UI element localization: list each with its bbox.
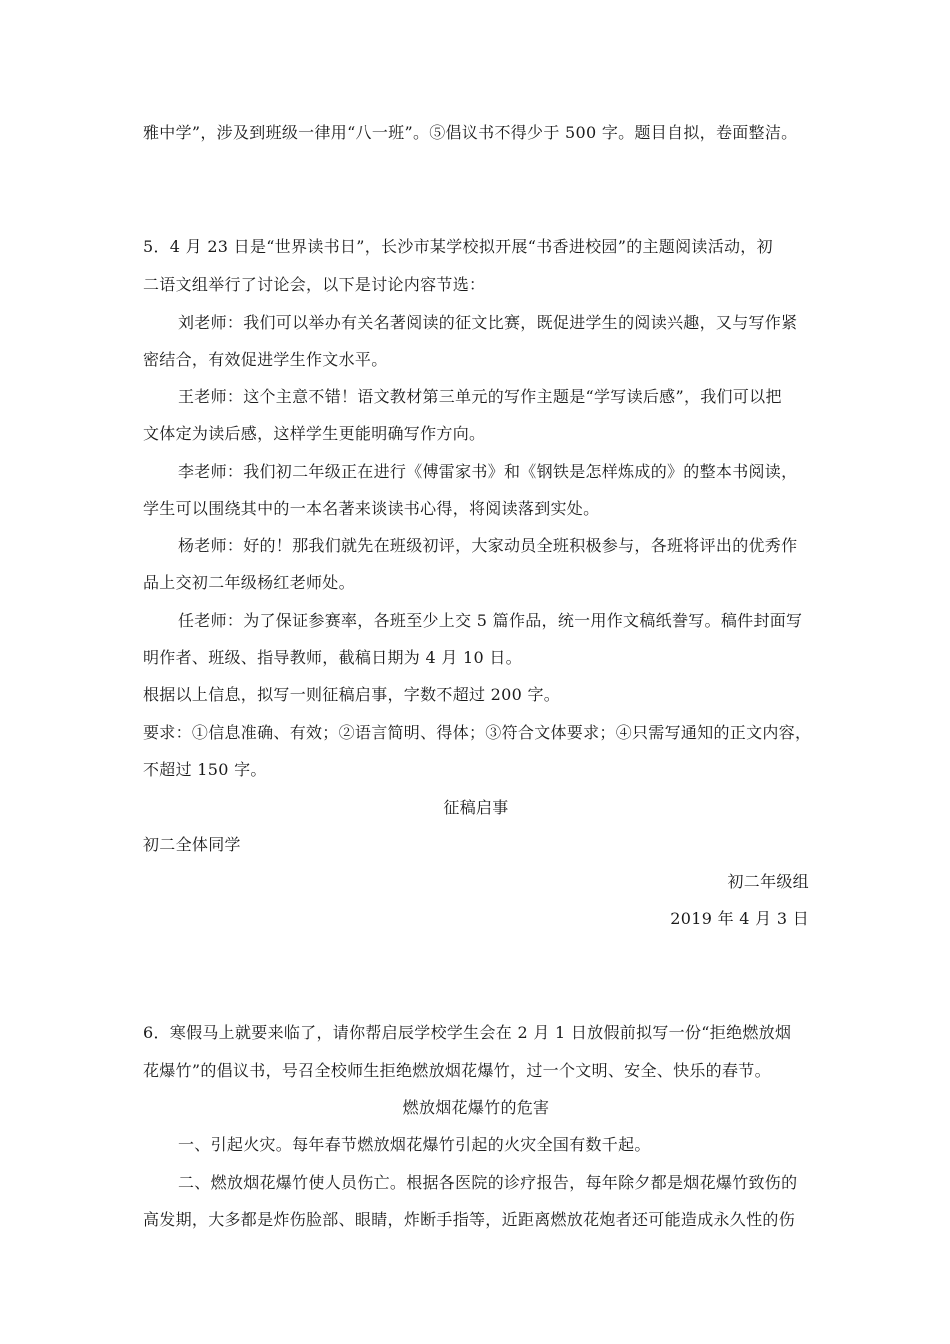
q5-task: 根据以上信息，拟写一则征稿启事，字数不超过 200 字。 <box>143 685 561 704</box>
q6-stem-line-2: 花爆竹”的倡议书，号召全校师生拒绝燃放烟花爆竹，过一个文明、安全、快乐的春节。 <box>143 1061 771 1080</box>
q5-wang-teacher-line-2: 文体定为读后感，这样学生更能明确写作方向。 <box>143 424 486 443</box>
q6-material-item-1: 一、引起火灾。每年春节燃放烟花爆竹引起的火灾全国有数千起。 <box>178 1135 651 1154</box>
q5-requirements-line-2: 不超过 150 字。 <box>143 760 267 779</box>
q5-stem-line-1: 5．4 月 23 日是“世界读书日”，长沙市某学校拟开展“书香进校园”的主题阅读活动，初 <box>143 237 773 256</box>
q6-material-title: 燃放烟花爆竹的危害 <box>402 1098 550 1117</box>
q4-requirements-tail: 雅中学”，涉及到班级一律用“八一班”。⑤倡议书不得少于 500 字。题目自拟，卷面整洁。 <box>143 123 798 142</box>
q5-liu-teacher-line-1: 刘老师：我们可以举办有关名著阅读的征文比赛，既促进学生的阅读兴趣，又与写作紧 <box>178 313 798 332</box>
q6-material-item-2-line-2: 高发期，大多都是炸伤脸部、眼睛，炸断手指等，近距离燃放花炮者还可能造成永久性的伤 <box>143 1210 796 1229</box>
q5-notice-addressee: 初二全体同学 <box>143 835 241 854</box>
q5-notice-date: 2019 年 4 月 3 日 <box>670 909 809 928</box>
q5-stem-line-2: 二语文组举行了讨论会，以下是讨论内容节选： <box>143 275 486 294</box>
q5-ren-teacher-line-2: 明作者、班级、指导教师，截稿日期为 4 月 10 日。 <box>143 648 522 667</box>
q5-yang-teacher-line-1: 杨老师：好的！那我们就先在班级初评，大家动员全班积极参与，各班将评出的优秀作 <box>178 536 798 555</box>
q6-stem-line-1: 6．寒假马上就要来临了，请你帮启辰学校学生会在 2 月 1 日放假前拟写一份“拒绝燃放烟 <box>143 1023 792 1042</box>
q5-wang-teacher-line-1: 王老师：这个主意不错！语文教材第三单元的写作主题是“学写读后感”，我们可以把 <box>178 387 782 406</box>
q5-liu-teacher-line-2: 密结合，有效促进学生作文水平。 <box>143 350 388 369</box>
q5-notice-title: 征稿启事 <box>443 798 509 817</box>
q5-li-teacher-line-2: 学生可以围绕其中的一本名著来谈读书心得，将阅读落到实处。 <box>143 499 600 518</box>
q5-requirements-line-1: 要求：①信息准确、有效；②语言简明、得体；③符合文体要求；④只需写通知的正文内容， <box>143 723 812 742</box>
q5-notice-signature: 初二年级组 <box>727 872 809 891</box>
q6-material-item-2-line-1: 二、燃放烟花爆竹使人员伤亡。根据各医院的诊疗报告，每年除夕都是烟花爆竹致伤的 <box>178 1173 798 1192</box>
q5-yang-teacher-line-2: 品上交初二年级杨红老师处。 <box>143 573 355 592</box>
q5-li-teacher-line-1: 李老师：我们初二年级正在进行《傅雷家书》和《钢铁是怎样炼成的》的整本书阅读， <box>178 462 798 481</box>
q5-ren-teacher-line-1: 任老师：为了保证参赛率，各班至少上交 5 篇作品，统一用作文稿纸誊写。稿件封面写 <box>178 611 803 630</box>
